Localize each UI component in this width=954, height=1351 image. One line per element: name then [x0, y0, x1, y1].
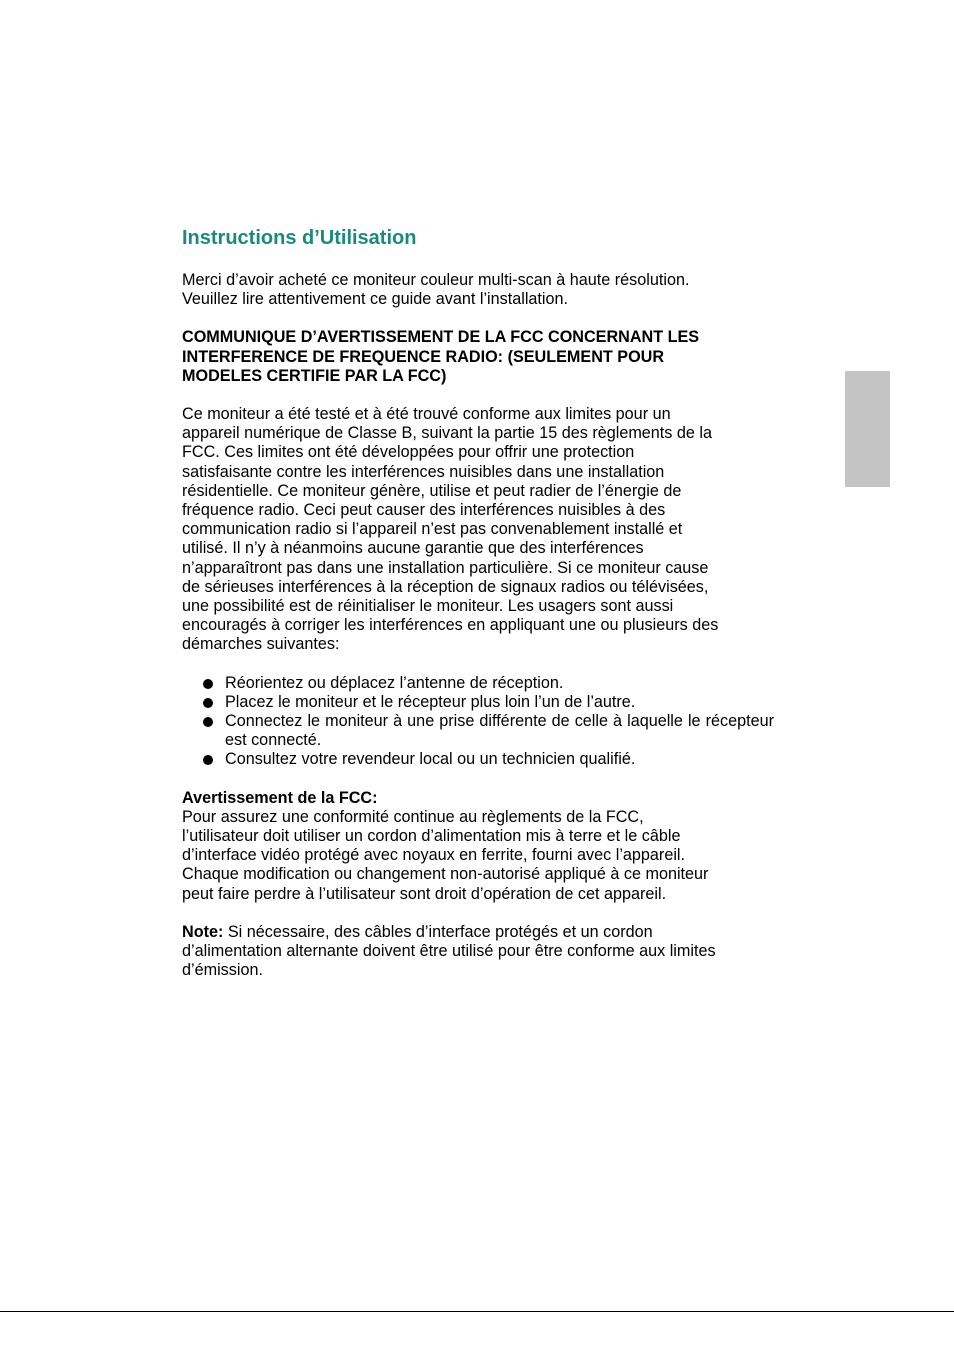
document-body: [182, 226, 774, 981]
paragraph-line: encouragés à corriger les interférences en appliquant une ou plusieurs des: [182, 616, 719, 635]
bullet-dot-icon: [203, 717, 213, 727]
list-item: [182, 693, 774, 712]
list-item-text: Réorientez ou déplacez l’antenne de réception.: [225, 673, 564, 692]
warning-line: l’utilisateur doit utiliser un cordon d’alimentation mis à terre et le câble: [182, 827, 681, 846]
list-item-text: Consultez votre revendeur local ou un technicien qualifié.: [225, 750, 636, 769]
warning-line: d’interface vidéo protégé avec noyaux en ferrite, fourni avec l’appareil.: [182, 846, 686, 865]
note-paragraph: [182, 923, 774, 981]
intro-line: Merci d’avoir acheté ce moniteur couleur multi-scan à haute résolution.: [182, 271, 690, 289]
intro-paragraph: [182, 271, 774, 309]
paragraph-line: utilisé. Il n’y à néanmoins aucune garantie que des interférences: [182, 539, 644, 558]
list-item: [182, 750, 774, 769]
intro-line: Veuillez lire attentivement ce guide avant l’installation.: [182, 290, 569, 309]
bullet-dot-icon: [203, 679, 213, 689]
paragraph-line: démarches suivantes:: [182, 635, 340, 654]
bullet-dot-icon: [203, 698, 213, 708]
heading-line: INTERFERENCE DE FREQUENCE RADIO: (SEULEMENT POUR: [182, 347, 665, 366]
language-side-tab: [845, 371, 890, 487]
list-item: [182, 712, 774, 750]
footer-divider: [0, 1311, 954, 1312]
fcc-notice-heading: [182, 328, 774, 386]
paragraph-line: appareil numérique de Classe B, suivant la partie 15 des règlements de la: [182, 424, 712, 443]
paragraph-line: n’apparaîtront pas dans une installation particulière. Si ce moniteur cause: [182, 558, 709, 577]
warning-line: Pour assurez une conformité continue au règlements de la FCC,: [182, 807, 644, 826]
note-line: Si nécessaire, des câbles d’interface protégés et un cordon: [223, 922, 653, 941]
heading-line: COMMUNIQUE D’AVERTISSEMENT DE LA FCC CONCERNANT LES: [182, 328, 700, 347]
heading-line: MODELES CERTIFIE PAR LA FCC): [182, 366, 447, 385]
note-line: d’émission.: [182, 961, 263, 980]
paragraph-line: FCC. Ces limites ont été développées pour offrir une protection: [182, 443, 635, 462]
list-item-text: Placez le moniteur et le récepteur plus loin l’un de l’autre.: [225, 692, 636, 711]
paragraph-line: satisfaisante contre les interférences nuisibles dans une installation: [182, 462, 665, 481]
note-label: Note:: [182, 922, 224, 941]
page-title: Instructions d’Utilisation: [182, 227, 417, 249]
paragraph-line: communication radio si l’appareil n’est pas convenablement installé et: [182, 520, 683, 539]
list-item-text: Connectez le moniteur à une prise différente de celle à laquelle le récepteur est connecté.: [225, 712, 774, 750]
paragraph-line: fréquence radio. Ceci peut causer des interférences nuisibles à des: [182, 501, 666, 520]
paragraph-line: résidentielle. Ce moniteur génère, utilise et peut radier de l’énergie de: [182, 481, 682, 500]
remedy-list: [182, 674, 774, 770]
paragraph-line: Ce moniteur a été testé et à été trouvé conforme aux limites pour un: [182, 405, 671, 424]
warning-line: Chaque modification ou changement non-autorisé appliqué à ce moniteur: [182, 865, 709, 884]
note-line: d’alimentation alternante doivent être utilisé pour être conforme aux limites: [182, 942, 716, 961]
paragraph-line: de sérieuses interférences à la réception de signaux radios ou télévisées,: [182, 577, 709, 596]
fcc-compliance-paragraph: [182, 405, 774, 655]
fcc-warning-heading: Avertissement de la FCC:: [182, 788, 378, 807]
warning-line: peut faire perdre à l’utilisateur sont droit d’opération de cet appareil.: [182, 884, 667, 903]
bullet-dot-icon: [203, 755, 213, 765]
fcc-warning-section: [182, 789, 774, 904]
list-item: [182, 674, 774, 693]
paragraph-line: une possibilité est de réinitialiser le moniteur. Les usagers sont aussi: [182, 597, 674, 616]
